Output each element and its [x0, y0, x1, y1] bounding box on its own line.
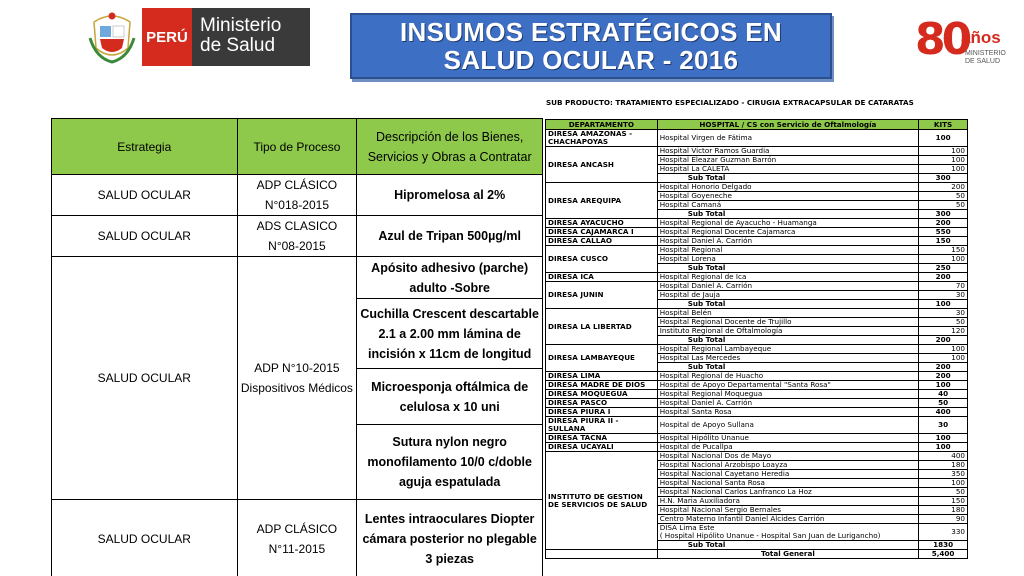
cell-departamento: DIRESA ICA — [546, 273, 658, 282]
cell-hospital: Hospital Nacional Cayetano Heredia — [657, 470, 918, 479]
cell-kits: 200 — [919, 183, 968, 192]
table-row — [546, 434, 968, 443]
cell-hospital: Hospital de Pucallpa — [657, 443, 918, 452]
cell-hospital: Hospital Eleazar Guzman Barrón — [657, 156, 918, 165]
cell-hospital: Hospital de Apoyo Departamental "Santa Rosa" — [657, 381, 918, 390]
table-row — [546, 219, 968, 228]
peru-label: PERÚ — [142, 8, 192, 66]
cell-estrategia: SALUD OCULAR — [52, 257, 238, 500]
cell-kits: 200 — [919, 273, 968, 282]
cell-item: Sutura nylon negro monofilamento 10/0 c/doble aguja espatulada — [357, 425, 543, 500]
cell-hospital: Hospital Daniel A. Carrión — [657, 399, 918, 408]
total-empty — [546, 550, 658, 559]
table-row — [546, 228, 968, 237]
ministerio-line1: Ministerio — [200, 15, 282, 36]
cell-hospital: Hospital Regional — [657, 246, 918, 255]
header-tipo-proceso: Tipo de Proceso — [237, 119, 357, 175]
cell-hospital: Hospital Belén — [657, 309, 918, 318]
cell-kits: 100 — [919, 434, 968, 443]
cell-departamento: INSTITUTO DE GESTION DE SERVICIOS DE SALUD — [546, 452, 658, 550]
cell-hospital: H.N. Maria Auxiliadora — [657, 497, 918, 506]
table-row — [546, 282, 968, 291]
subtotal-value: 200 — [919, 363, 968, 372]
cell-kits: 100 — [919, 255, 968, 264]
table-row — [546, 246, 968, 255]
table-row — [52, 216, 543, 257]
cell-kits: 100 — [919, 354, 968, 363]
cell-hospital: Hospital Nacional Santa Rosa — [657, 479, 918, 488]
cell-kits: 30 — [919, 417, 968, 434]
table-row — [546, 147, 968, 156]
table-row — [546, 408, 968, 417]
page-title-line1: INSUMOS ESTRATÉGICOS EN — [399, 17, 782, 47]
minsa-logo — [88, 8, 310, 66]
cell-hospital: Hospital Regional Docente de Trujillo — [657, 318, 918, 327]
cell-kits: 30 — [919, 309, 968, 318]
cell-kits: 50 — [919, 318, 968, 327]
cell-hospital: Hospital La CALETA — [657, 165, 918, 174]
cell-kits: 550 — [919, 228, 968, 237]
cell-kits: 50 — [919, 192, 968, 201]
cell-hospital: Hospital Nacional Arzobispo Loayza — [657, 461, 918, 470]
total-value: 5,400 — [919, 550, 968, 559]
cell-departamento: DIRESA PASCO — [546, 399, 658, 408]
subtotal-label: Sub Total — [657, 264, 918, 273]
cell-hospital: Hospital Regional de Ayacucho - Huamanga — [657, 219, 918, 228]
total-row — [546, 550, 968, 559]
table-row — [546, 183, 968, 192]
header-kits: KITS — [919, 120, 968, 130]
cell-kits: 30 — [919, 291, 968, 300]
cell-kits: 350 — [919, 470, 968, 479]
cell-hospital: Hospital Regional de Huacho — [657, 372, 918, 381]
subtotal-value: 300 — [919, 210, 968, 219]
cell-departamento: DIRESA MOQUEGUA — [546, 390, 658, 399]
cell-departamento: DIRESA LAMBAYEQUE — [546, 345, 658, 372]
cell-hospital: Hospital Virgen de Fátima — [657, 130, 918, 147]
peru-coat-of-arms-icon — [88, 8, 136, 66]
cell-kits: 50 — [919, 399, 968, 408]
cell-departamento: DIRESA CALLAO — [546, 237, 658, 246]
table-row — [546, 345, 968, 354]
cell-kits: 90 — [919, 515, 968, 524]
anniversary-sub1: MINISTERIO — [965, 50, 1006, 57]
cell-proceso: ADP CLÁSICO N°11-2015 — [237, 500, 357, 576]
cell-kits: 70 — [919, 282, 968, 291]
cell-item: Apósito adhesivo (parche) adulto -Sobre — [357, 257, 543, 299]
cell-hospital: Hospital Las Mercedes — [657, 354, 918, 363]
cell-departamento: DIRESA PIURA I — [546, 408, 658, 417]
cell-hospital: Hospital Regional Lambayeque — [657, 345, 918, 354]
cell-item: Hipromelosa al 2% — [357, 175, 543, 216]
ministerio-line2: de Salud — [200, 35, 276, 56]
cell-departamento: DIRESA AREQUIPA — [546, 183, 658, 219]
cell-kits: 100 — [919, 147, 968, 156]
anniversary-number: 80 — [915, 14, 969, 65]
cell-kits: 150 — [919, 497, 968, 506]
cell-departamento: DIRESA LIMA — [546, 372, 658, 381]
cell-estrategia: SALUD OCULAR — [52, 175, 238, 216]
anniversary-word: años — [961, 28, 1001, 47]
cell-hospital: Hospital Hipólito Unanue — [657, 434, 918, 443]
subtotal-label: Sub Total — [657, 336, 918, 345]
subtotal-value: 100 — [919, 300, 968, 309]
cell-departamento: DIRESA PIURA II - SULLANA — [546, 417, 658, 434]
cell-hospital: Hospital de Jauja — [657, 291, 918, 300]
table-row — [546, 452, 968, 461]
subtotal-label: Sub Total — [657, 174, 918, 183]
table-row — [546, 390, 968, 399]
cell-hospital: Hospital Regional Moquegua — [657, 390, 918, 399]
subtotal-label: Sub Total — [657, 541, 918, 550]
cell-hospital: Instituto Regional de Oftalmología — [657, 327, 918, 336]
cell-departamento: DIRESA UCAYALI — [546, 443, 658, 452]
distribution-header-row — [546, 120, 968, 130]
table-row — [546, 417, 968, 434]
cell-kits: 330 — [919, 524, 968, 541]
cell-kits: 150 — [919, 246, 968, 255]
cell-hospital: Hospital Victor Ramos Guardia — [657, 147, 918, 156]
cell-hospital: Hospital Daniel A. Carrión — [657, 237, 918, 246]
cell-item: Azul de Tripan 500µg/ml — [357, 216, 543, 257]
cell-departamento: DIRESA TACNA — [546, 434, 658, 443]
cell-departamento: DIRESA AYACUCHO — [546, 219, 658, 228]
table-row — [546, 237, 968, 246]
subproduct-caption: SUB PRODUCTO: TRATAMIENTO ESPECIALIZADO - CIRUGIA EXTRACAPSULAR DE CATARATAS — [546, 98, 914, 107]
cell-kits: 200 — [919, 372, 968, 381]
table-row — [546, 273, 968, 282]
cell-estrategia: SALUD OCULAR — [52, 216, 238, 257]
cell-departamento: DIRESA AMAZONAS - CHACHAPOYAS — [546, 130, 658, 147]
subtotal-value: 1830 — [919, 541, 968, 550]
cell-departamento: DIRESA CUSCO — [546, 246, 658, 273]
cell-hospital: Centro Materno Infantil Daniel Alcides Carrión — [657, 515, 918, 524]
subtotal-label: Sub Total — [657, 363, 918, 372]
cell-kits: 50 — [919, 488, 968, 497]
table-row — [546, 381, 968, 390]
cell-hospital: Hospital Nacional Dos de Mayo — [657, 452, 918, 461]
cell-hospital: Hospital Camaná — [657, 201, 918, 210]
procurement-table — [51, 118, 543, 576]
header-descripcion: Descripción de los Bienes, Servicios y Obras a Contratar — [357, 119, 543, 175]
table-row — [546, 130, 968, 147]
cell-departamento: DIRESA LA LIBERTAD — [546, 309, 658, 345]
table-row — [52, 500, 543, 576]
cell-kits: 100 — [919, 130, 968, 147]
cell-kits: 100 — [919, 156, 968, 165]
cell-hospital: Hospital Daniel A. Carrión — [657, 282, 918, 291]
cell-hospital: Hospital Nacional Sergio Bernales — [657, 506, 918, 515]
cell-hospital: Hospital Santa Rosa — [657, 408, 918, 417]
table-row — [546, 399, 968, 408]
cell-kits: 100 — [919, 345, 968, 354]
table-row — [52, 175, 543, 216]
cell-kits: 100 — [919, 479, 968, 488]
cell-proceso-line2: Dispositivos Médicos — [240, 381, 353, 395]
cell-hospital: Hospital Regional de Ica — [657, 273, 918, 282]
cell-kits: 100 — [919, 381, 968, 390]
subtotal-value: 250 — [919, 264, 968, 273]
cell-kits: 150 — [919, 237, 968, 246]
anniversary-logo — [915, 14, 1015, 74]
table-row — [52, 257, 543, 299]
cell-hospital: DISA Lima Este ( Hospital Hipólito Unanue - Hospital San Juan de Lurigancho) — [657, 524, 918, 541]
table-header-row — [52, 119, 543, 175]
cell-hospital: Hospital Nacional Carlos Lanfranco La Hoz — [657, 488, 918, 497]
cell-proceso — [237, 257, 357, 500]
cell-kits: 40 — [919, 390, 968, 399]
cell-proceso: ADS CLASICO N°08-2015 — [237, 216, 357, 257]
cell-item: Microesponja oftálmica de celulosa x 10 uni — [357, 369, 543, 425]
page-title — [350, 13, 832, 79]
cell-item: Cuchilla Crescent descartable 2.1 a 2.00 mm lámina de incisión x 11cm de longitud — [357, 299, 543, 369]
anniversary-subtitle — [965, 50, 1006, 66]
total-label: Total General — [657, 550, 918, 559]
cell-kits: 120 — [919, 327, 968, 336]
anniversary-sub2: DE SALUD — [965, 58, 1001, 65]
page-title-line2: SALUD OCULAR - 2016 — [443, 45, 739, 75]
cell-kits: 180 — [919, 506, 968, 515]
subtotal-label: Sub Total — [657, 210, 918, 219]
cell-departamento: DIRESA MADRE DE DIOS — [546, 381, 658, 390]
cell-kits: 400 — [919, 452, 968, 461]
cell-kits: 400 — [919, 408, 968, 417]
subtotal-value: 200 — [919, 336, 968, 345]
cell-item: Lentes intraoculares Diopter cámara posterior no plegable 3 piezas — [357, 500, 543, 576]
cell-hospital: Hospital Honorio Delgado — [657, 183, 918, 192]
cell-hospital: Hospital Regional Docente Cajamarca — [657, 228, 918, 237]
header-departamento: DEPARTAMENTO — [546, 120, 658, 130]
cell-estrategia: SALUD OCULAR — [52, 500, 238, 576]
cell-kits: 200 — [919, 219, 968, 228]
table-row — [546, 372, 968, 381]
cell-departamento: DIRESA CAJAMARCA I — [546, 228, 658, 237]
subtotal-label: Sub Total — [657, 300, 918, 309]
header-estrategia: Estrategia — [52, 119, 238, 175]
cell-kits: 100 — [919, 443, 968, 452]
cell-kits: 100 — [919, 165, 968, 174]
cell-hospital: Hospital Goyeneche — [657, 192, 918, 201]
cell-hospital: Hospital de Apoyo Sullana — [657, 417, 918, 434]
cell-proceso-line1: ADP N°10-2015 — [254, 361, 340, 375]
distribution-table — [545, 119, 968, 559]
subtotal-value: 300 — [919, 174, 968, 183]
ministerio-label — [192, 8, 310, 66]
table-row — [546, 443, 968, 452]
cell-departamento: DIRESA JUNIN — [546, 282, 658, 309]
cell-departamento: DIRESA ANCASH — [546, 147, 658, 183]
cell-kits: 180 — [919, 461, 968, 470]
cell-proceso: ADP CLÁSICO N°018-2015 — [237, 175, 357, 216]
header-hospital: HOSPITAL / CS con Servicio de Oftalmología — [657, 120, 918, 130]
cell-kits: 50 — [919, 201, 968, 210]
table-row — [546, 309, 968, 318]
cell-hospital: Hospital Lorena — [657, 255, 918, 264]
